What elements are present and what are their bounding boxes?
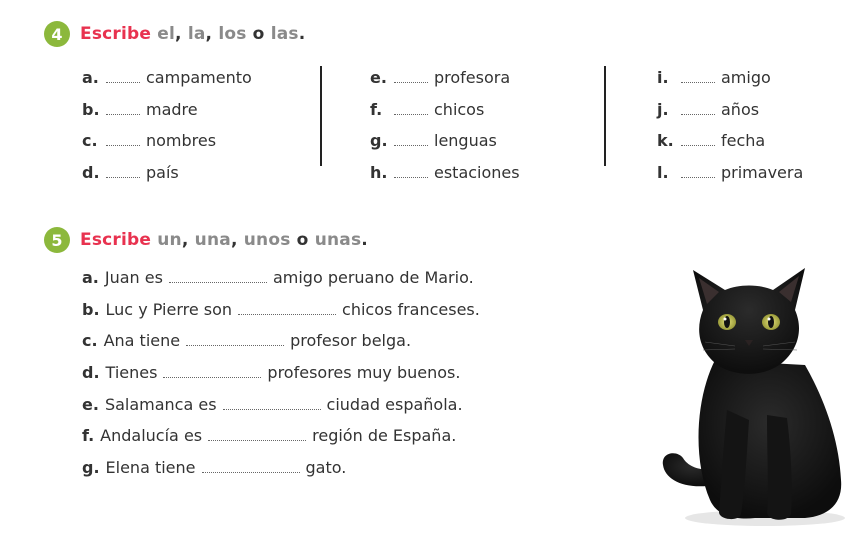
instruction-punct: , [175,24,182,44]
sentence-item [82,420,480,452]
sentence-start: Luc y Pierre son [105,299,233,319]
exercise-item [82,94,252,126]
item-letter: d. [82,162,100,182]
item-word: años [721,99,760,119]
exercise-item [657,157,803,189]
item-word: madre [146,99,198,119]
item-letter: e. [82,394,99,414]
instruction-punct: , [205,24,213,44]
sentence-end: ciudad española. [326,394,463,414]
instruction-punct: . [298,24,306,44]
instruction-article: las [270,24,299,44]
sentence-start: Tienes [105,363,158,383]
item-word: fecha [721,131,766,151]
instruction-punct: , [181,230,189,250]
instruction-article: una [194,230,231,250]
instruction-punct: . [361,230,368,250]
sentence-item [82,262,480,294]
answer-blank[interactable] [163,363,261,378]
item-letter: e. [370,68,387,88]
exercise-instruction [80,24,305,44]
instruction-conjunction: o [252,24,265,44]
instruction-article: los [218,24,247,44]
sentence-start: Juan es [104,268,163,288]
item-letter: c. [82,131,98,151]
answer-blank[interactable] [106,100,140,115]
answer-blank[interactable] [681,163,715,178]
sentence-end: chicos franceses. [342,299,480,319]
instruction-article: unos [243,230,291,250]
item-word: estaciones [434,162,520,182]
sentence-item [82,452,480,484]
exercise-number-badge: 4 [44,21,70,47]
exercise-item [370,157,520,189]
item-word: profesora [434,68,511,88]
answer-blank[interactable] [208,426,306,441]
answer-blank[interactable] [106,163,140,178]
exercise-item [82,125,252,157]
instruction-article: un [157,230,182,250]
exercise-item [82,157,252,189]
exercise-item [657,125,803,157]
sentence-end: región de España. [312,426,457,446]
sentence-end: profesores muy buenos. [267,363,461,383]
sentence-end: gato. [305,457,347,477]
item-word: lenguas [434,131,497,151]
black-cat-photo [655,240,855,530]
exercise-4-header [44,21,305,47]
item-letter: d. [82,363,100,383]
answer-blank[interactable] [238,300,336,315]
item-word: primavera [721,162,804,182]
answer-blank[interactable] [681,131,715,146]
sentence-item [82,325,480,357]
item-letter: g. [370,131,388,151]
item-letter: a. [82,68,99,88]
item-letter: k. [657,131,674,151]
sentence-start: Andalucía es [100,426,203,446]
item-letter: c. [82,331,98,351]
exercise-item [370,94,520,126]
sentence-start: Ana tiene [103,331,181,351]
answer-blank[interactable] [223,395,321,410]
item-letter: a. [82,268,99,288]
instruction-article: unas [314,230,362,250]
item-letter: h. [370,162,388,182]
sentence-end: amigo peruano de Mario. [272,268,474,288]
exercise-item [82,62,252,94]
item-letter: i. [657,68,669,88]
item-word: chicos [434,99,485,119]
exercise-number-badge: 5 [44,227,70,253]
exercise-item [657,62,803,94]
column-divider [320,66,322,166]
item-word: campamento [146,68,252,88]
exercise-4-column-2 [370,62,520,188]
instruction-article: el [157,24,176,44]
item-letter: g. [82,457,100,477]
item-letter: l. [657,162,669,182]
answer-blank[interactable] [106,131,140,146]
sentence-item [82,294,480,326]
answer-blank[interactable] [394,131,428,146]
instruction-punct: , [230,230,238,250]
sentence-item [82,357,480,389]
item-letter: b. [82,99,100,119]
sentence-start: Elena tiene [105,457,196,477]
answer-blank[interactable] [394,163,428,178]
column-divider [604,66,606,166]
item-word: nombres [146,131,217,151]
answer-blank[interactable] [681,100,715,115]
item-letter: f. [82,426,95,446]
answer-blank[interactable] [394,68,428,83]
item-word: amigo [721,68,771,88]
answer-blank[interactable] [186,331,284,346]
answer-blank[interactable] [202,458,300,473]
exercise-5-sentences [82,262,480,483]
exercise-4-column-3 [657,62,803,188]
sentence-start: Salamanca es [104,394,217,414]
instruction-conjunction: o [296,230,309,250]
exercise-5-header [44,227,368,253]
item-word: país [146,162,179,182]
instruction-verb: Escribe [80,230,152,250]
item-letter: f. [370,99,383,119]
exercise-instruction [80,230,368,250]
instruction-article: la [187,24,206,44]
exercise-item [370,62,520,94]
sentence-end: profesor belga. [290,331,412,351]
item-letter: j. [657,99,669,119]
item-letter: b. [82,299,100,319]
answer-blank[interactable] [169,268,267,283]
exercise-item [370,125,520,157]
exercise-4-column-1 [82,62,252,188]
answer-blank[interactable] [106,68,140,83]
answer-blank[interactable] [394,100,428,115]
exercise-item [657,94,803,126]
instruction-verb: Escribe [80,24,152,44]
sentence-item [82,388,480,420]
answer-blank[interactable] [681,68,715,83]
